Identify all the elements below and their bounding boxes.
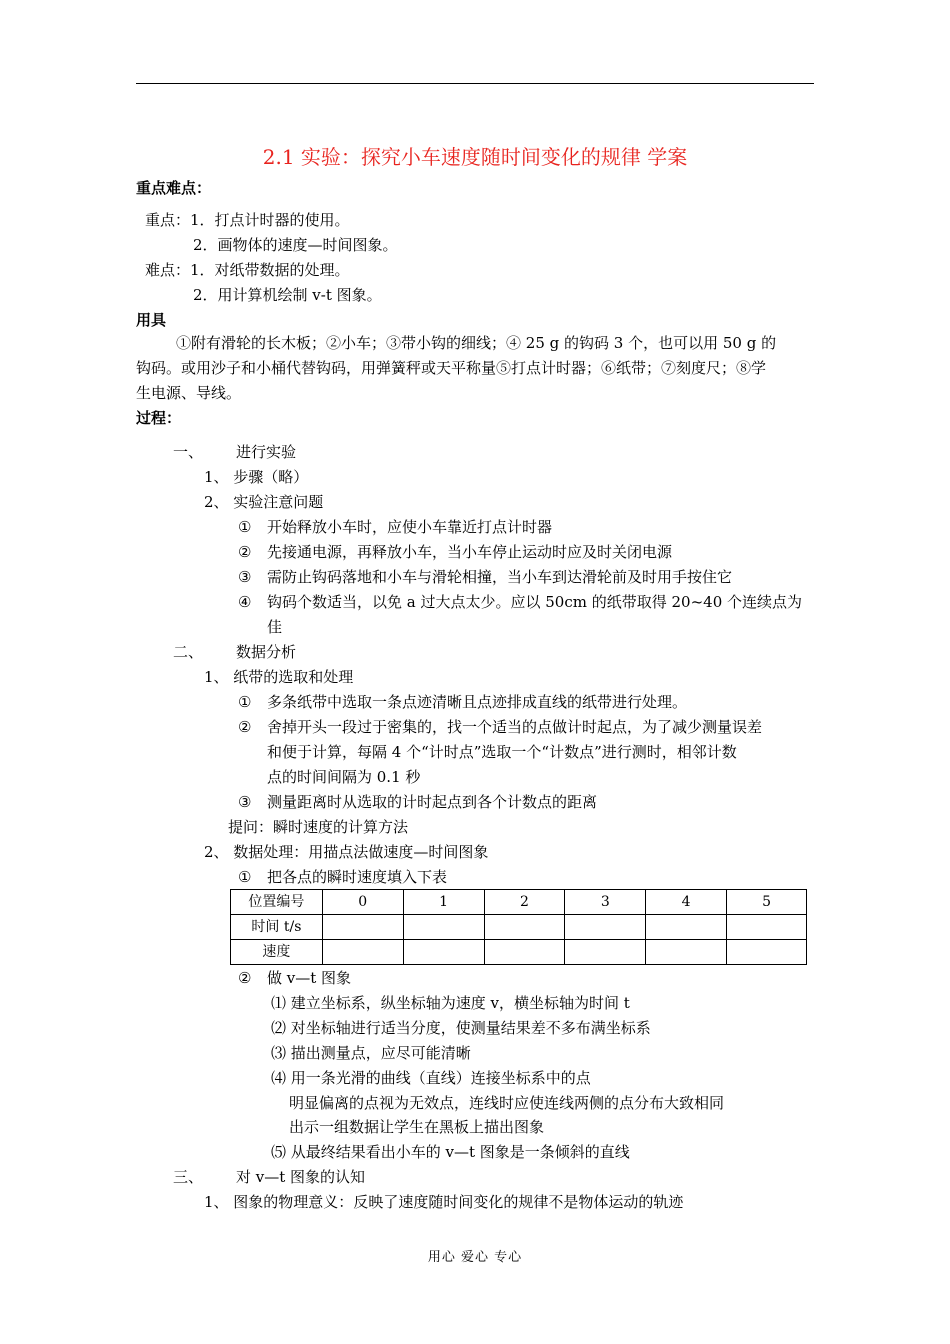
part3-step-1: 1、 图象的物理意义：反映了速度随时间变化的规律不是物体运动的轨迹 — [204, 1193, 684, 1211]
table-cell — [484, 915, 565, 940]
page-footer: 用心 爱心 专心 — [427, 1250, 523, 1265]
tools-line-1: ①附有滑轮的长木板；②小车；③带小钩的细线；④ 25 g 的钩码 3 个，也可以用 50 g 的 — [176, 334, 777, 352]
part1-number: 一、 — [173, 443, 204, 461]
tools-line-3: 生电源、导线。 — [136, 384, 242, 402]
process-heading: 过程： — [136, 409, 182, 427]
table-header-cell: 3 — [565, 890, 646, 915]
difficulty-2: 2．用计算机绘制 v-t 图象。 — [193, 286, 382, 304]
graph-step-2: ⑵ 对坐标轴进行适当分度，使测量结果差不多布满坐标系 — [271, 1019, 651, 1037]
part2-title: 数据分析 — [236, 643, 297, 661]
graph-step-4-note-1: 明显偏离的点视为无效点，连线时应使连线两侧的点分布大致相同 — [289, 1094, 725, 1112]
graph-step-4: ⑷ 用一条光滑的曲线（直线）连接坐标系中的点 — [271, 1069, 591, 1087]
table-cell — [403, 915, 484, 940]
table-cell — [403, 940, 484, 965]
part2-item-1: 多条纸带中选取一条点迹清晰且点迹排成直线的纸带进行处理。 — [267, 693, 688, 711]
part3-title: 对 v—t 图象的认知 — [236, 1168, 366, 1186]
part2-item-2-num: ② — [238, 718, 252, 736]
part2-item-1-num: ① — [238, 693, 252, 711]
table-header-cell: 4 — [646, 890, 727, 915]
table-cell — [727, 915, 807, 940]
graph-step-4-note-2: 出示一组数据让学生在黑板上描出图象 — [289, 1118, 545, 1136]
table-header-cell: 位置编号 — [231, 890, 323, 915]
graph-heading-num: ② — [238, 969, 252, 987]
part1-step-1: 1、 步骤（略） — [204, 468, 309, 486]
table-cell — [565, 915, 646, 940]
part1-item-3: 需防止钩码落地和小车与滑轮相撞，当小车到达滑轮前及时用手按住它 — [267, 568, 733, 586]
velocity-table — [230, 889, 807, 965]
part1-item-1: 开始释放小车时，应使小车靠近打点计时器 — [267, 518, 553, 536]
part3-number: 三、 — [173, 1168, 204, 1186]
key-points-heading: 重点难点： — [136, 179, 212, 197]
tools-line-2: 钩码。或用沙子和小桶代替钩码，用弹簧秤或天平称量⑤打点计时器；⑥纸带；⑦刻度尺；⑧学 — [136, 359, 767, 377]
part1-item-1-num: ① — [238, 518, 252, 536]
part2-item-2-line-2: 和便于计算，每隔 4 个“计时点”选取一个“计数点”进行测时，相邻计数 — [267, 743, 737, 761]
table-header-cell: 2 — [484, 890, 565, 915]
table-cell — [565, 940, 646, 965]
part1-item-3-num: ③ — [238, 568, 252, 586]
table-cell — [484, 940, 565, 965]
table-header-cell: 5 — [727, 890, 807, 915]
table-intro-num: ① — [238, 868, 252, 886]
table-row-label: 速度 — [231, 940, 323, 965]
header-rule — [136, 83, 814, 84]
table-cell — [646, 915, 727, 940]
part1-title: 进行实验 — [236, 443, 297, 461]
table-row — [231, 940, 807, 965]
part2-item-3: 测量距离时从选取的计时起点到各个计数点的距离 — [267, 793, 598, 811]
table-intro: 把各点的瞬时速度填入下表 — [267, 868, 448, 886]
tools-heading: 用具 — [136, 311, 167, 329]
part1-item-2-num: ② — [238, 543, 252, 561]
part2-item-3-num: ③ — [238, 793, 252, 811]
part2-step-2: 2、 数据处理：用描点法做速度—时间图象 — [204, 843, 489, 861]
graph-step-3: ⑶ 描出测量点，应尽可能清晰 — [271, 1044, 471, 1062]
table-cell — [322, 915, 403, 940]
part1-step-2: 2、 实验注意问题 — [204, 493, 324, 511]
part1-item-4-line-2: 佳 — [267, 618, 283, 636]
table-header-cell: 0 — [322, 890, 403, 915]
part1-item-4-line-1: 钩码个数适当，以免 a 过大点太少。应以 50cm 的纸带取得 20~40 个连续点为 — [267, 593, 803, 611]
part1-item-2: 先接通电源，再释放小车，当小车停止运动时应及时关闭电源 — [267, 543, 673, 561]
part2-step-1: 1、 纸带的选取和处理 — [204, 668, 354, 686]
table-cell — [646, 940, 727, 965]
key-point-1: 重点：1．打点计时器的使用。 — [145, 211, 350, 229]
table-cell — [727, 940, 807, 965]
part2-item-2-line-1: 舍掉开头一段过于密集的，找一个适当的点做计时起点，为了减少测量误差 — [267, 718, 763, 736]
table-row — [231, 890, 807, 915]
table-row-label: 时间 t/s — [231, 915, 323, 940]
graph-step-1: ⑴ 建立坐标系，纵坐标轴为速度 v，横坐标轴为时间 t — [271, 994, 630, 1012]
table-header-cell: 1 — [403, 890, 484, 915]
graph-step-5: ⑸ 从最终结果看出小车的 v—t 图象是一条倾斜的直线 — [271, 1143, 630, 1161]
question: 提问：瞬时速度的计算方法 — [228, 818, 409, 836]
table-cell — [322, 940, 403, 965]
part2-number: 二、 — [173, 643, 204, 661]
part2-item-2-line-3: 点的时间间隔为 0.1 秒 — [267, 768, 421, 786]
difficulty-1: 难点：1．对纸带数据的处理。 — [145, 261, 350, 279]
page-title: 2.1 实验：探究小车速度随时间变化的规律 学案 — [262, 145, 688, 169]
key-point-2: 2．画物体的速度—时间图象。 — [193, 236, 398, 254]
table-row — [231, 915, 807, 940]
graph-heading: 做 v—t 图象 — [267, 969, 352, 987]
part1-item-4-num: ④ — [238, 593, 252, 611]
